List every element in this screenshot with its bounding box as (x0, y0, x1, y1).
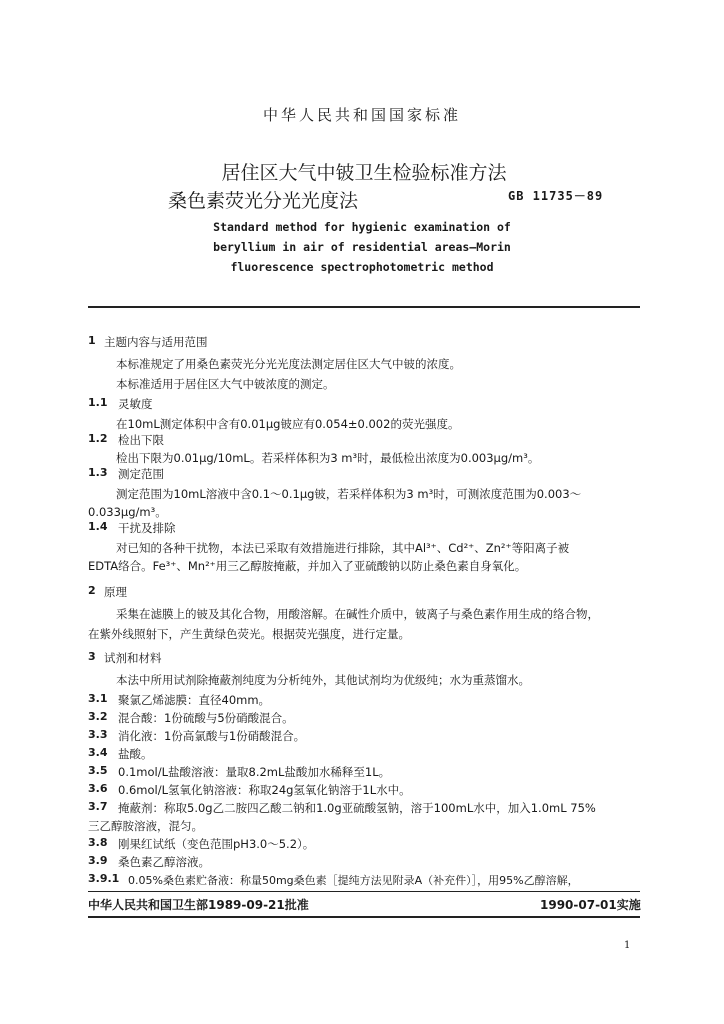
paragraph: 本法中所用试剂除掩蔽剂纯度为分析纯外，其他试剂均为优级纯；水为重蒸馏水。 (116, 673, 530, 687)
section-heading: 测定范围 (118, 467, 164, 481)
section-heading: 主题内容与适用范围 (104, 335, 208, 349)
section-heading: 检出下限 (118, 433, 164, 447)
section-heading: 原理 (104, 585, 127, 599)
item-number: 3.1 (88, 692, 108, 705)
title-divider (88, 306, 640, 308)
item-number: 3.2 (88, 710, 108, 723)
section-number: 1.3 (88, 466, 108, 479)
page-number: 1 (624, 940, 631, 951)
document-title-line-2: 桑色素荧光分光光度法 (168, 190, 359, 212)
english-title-line-2: beryllium in air of residential areas—Morin (213, 240, 511, 254)
document-title-line-1: 居住区大气中铍卫生检验标准方法 (221, 162, 507, 184)
english-title-line-3: fluorescence spectrophotometric method (230, 260, 494, 274)
section-number: 1.1 (88, 396, 108, 409)
section-number: 1 (88, 334, 96, 347)
paragraph: 在10mL测定体积中含有0.01μg铍应有0.054±0.002的荧光强度。 (116, 417, 460, 431)
footer-divider (88, 891, 640, 892)
item-text: 聚氯乙烯滤膜：直径40mm。 (118, 693, 271, 707)
item-text: 混合酸：1份硫酸与5份硝酸混合。 (118, 711, 294, 725)
item-text: 盐酸。 (118, 747, 153, 761)
section-heading: 干扰及排除 (118, 521, 176, 535)
item-number: 3.6 (88, 782, 108, 795)
item-number: 3.9 (88, 854, 108, 867)
english-title-line-1: Standard method for hygienic examination of (213, 220, 511, 234)
paragraph: 本标准规定了用桑色素荧光分光光度法测定居住区大气中铍的浓度。 (116, 357, 461, 371)
publisher-header: 中华人民共和国国家标准 (262, 106, 461, 124)
item-text: 掩蔽剂：称取5.0g乙二胺四乙酸二钠和1.0g亚硫酸氢钠，溶于100mL水中，加入1.0mL 75% (118, 801, 596, 815)
item-text: 三乙醇胺溶液，混匀。 (88, 819, 203, 833)
item-text: 0.6mol/L氢氧化钠溶液：称取24g氢氧化钠溶于1L水中。 (118, 783, 411, 797)
footer-bottom-rule (88, 916, 640, 918)
paragraph: 本标准适用于居住区大气中铍浓度的测定。 (116, 377, 335, 391)
approval-date: 中华人民共和国卫生部1989-09-21批准 (88, 898, 309, 912)
section-heading: 试剂和材料 (104, 651, 162, 665)
paragraph: 在紫外线照射下，产生黄绿色荧光。根据荧光强度，进行定量。 (88, 627, 410, 641)
item-text: 0.1mol/L盐酸溶液：量取8.2mL盐酸加水稀释至1L。 (118, 765, 391, 779)
paragraph: EDTA络合。Fe³⁺、Mn²⁺用三乙醇胺掩蔽，并加入了亚硫酸钠以防止桑色素自身氧化。 (88, 559, 527, 573)
section-number: 1.2 (88, 432, 108, 445)
paragraph: 0.033μg/m³。 (88, 505, 167, 519)
item-number: 3.5 (88, 764, 108, 777)
section-number: 2 (88, 584, 96, 597)
item-number: 3.4 (88, 746, 108, 759)
paragraph: 对已知的各种干扰物，本法已采取有效措施进行排除，其中Al³⁺、Cd²⁺、Zn²⁺等阳离子被 (116, 541, 570, 555)
item-number: 3.7 (88, 800, 108, 813)
item-number: 3.8 (88, 836, 108, 849)
section-heading: 灵敏度 (118, 397, 153, 411)
paragraph: 采集在滤膜上的铍及其化合物，用酸溶解。在碱性介质中，铍离子与桑色素作用生成的络合物， (116, 607, 599, 621)
item-number: 3.3 (88, 728, 108, 741)
item-text: 0.05%桑色素贮备液：称量50mg桑色素［提纯方法见附录A（补充件）］，用95%乙醇溶解， (128, 874, 579, 887)
paragraph: 检出下限为0.01μg/10mL。若采样体积为3 m³时，最低检出浓度为0.003μg/m³。 (116, 451, 540, 465)
section-number: 1.4 (88, 520, 108, 533)
implementation-date: 1990-07-01实施 (540, 898, 641, 912)
section-number: 3 (88, 650, 96, 663)
item-text: 消化液：1份高氯酸与1份硝酸混合。 (118, 729, 306, 743)
item-text: 桑色素乙醇溶液。 (118, 855, 210, 869)
standard-number: GB 11735－89 (508, 189, 604, 203)
item-text: 刚果红试纸（变色范围pH3.0～5.2）。 (118, 837, 315, 851)
item-number: 3.9.1 (88, 872, 120, 885)
paragraph: 测定范围为10mL溶液中含0.1～0.1μg铍，若采样体积为3 m³时，可测浓度范围为0.003～ (116, 487, 582, 501)
